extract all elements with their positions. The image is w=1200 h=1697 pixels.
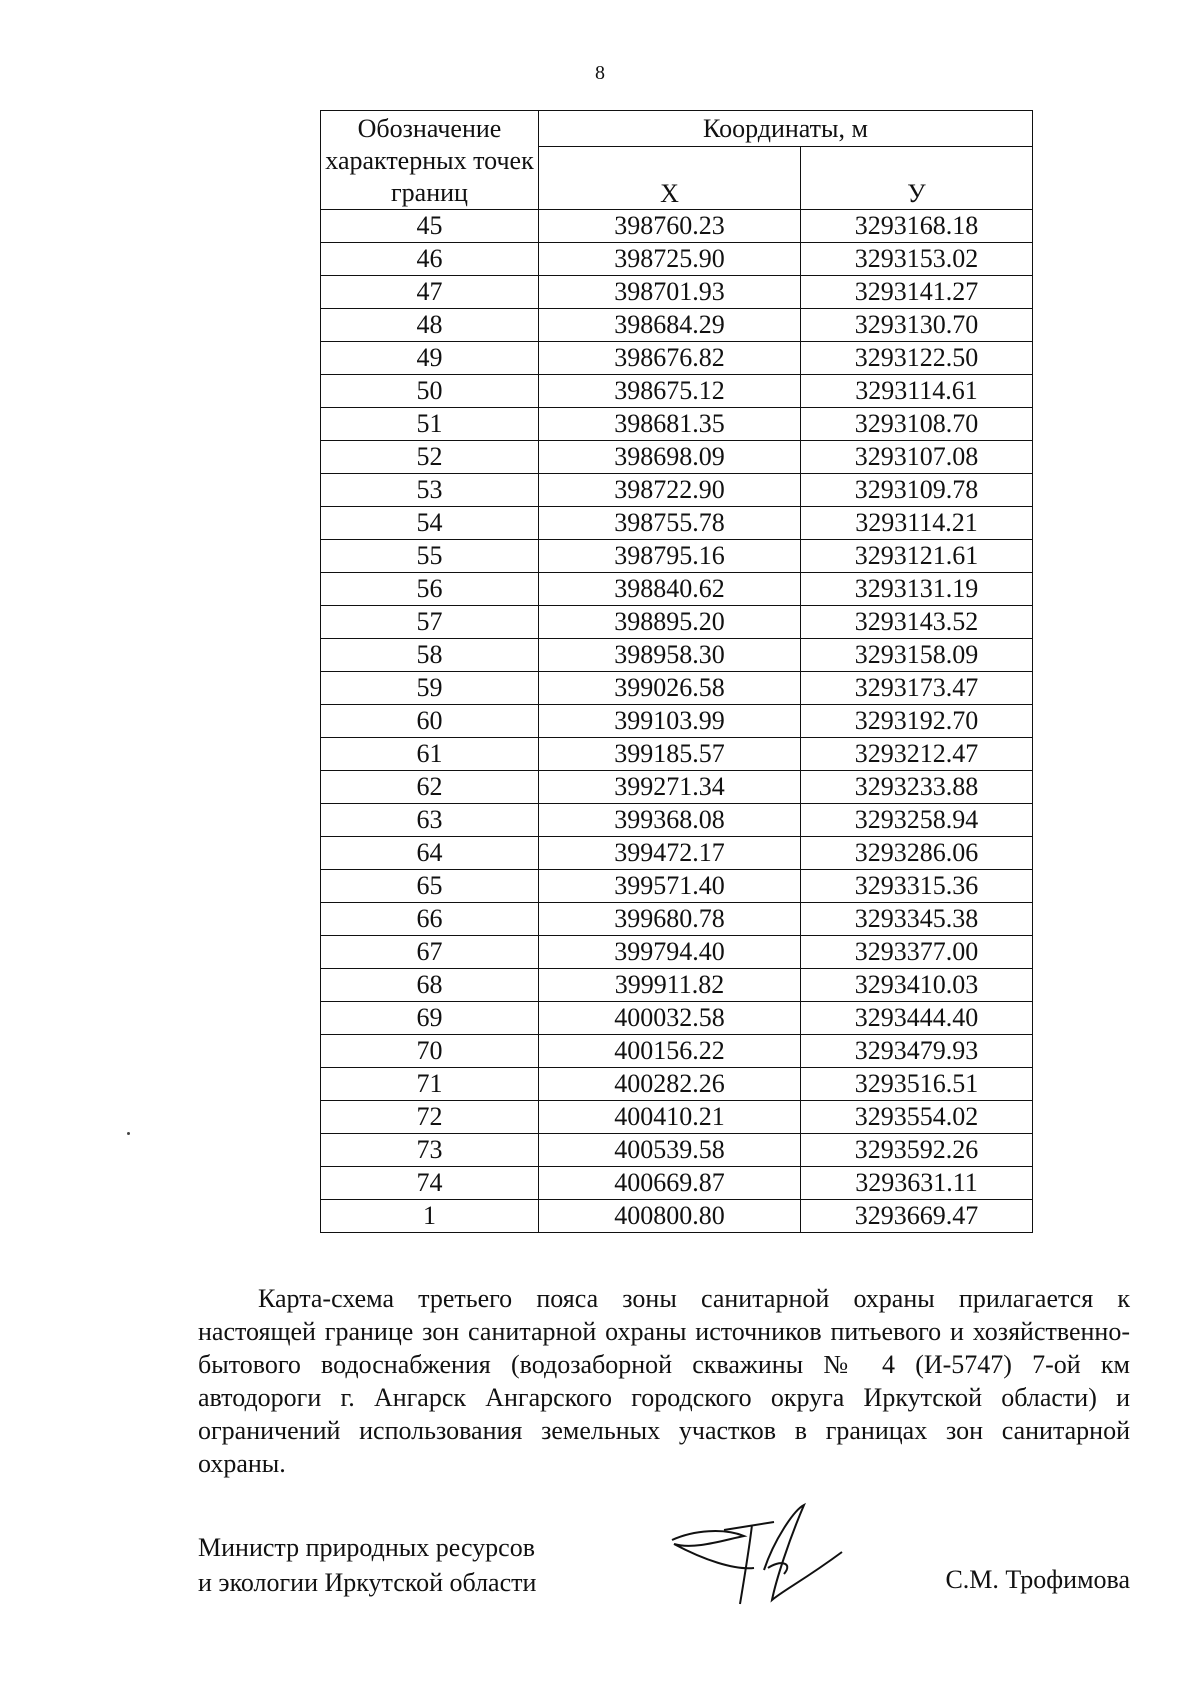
point-number-cell: 48 (321, 309, 539, 342)
y-coordinate-cell: 3293592.26 (801, 1134, 1033, 1167)
table-row (321, 771, 1033, 804)
x-coordinate-cell: 399271.34 (539, 771, 801, 804)
table-row (321, 1200, 1033, 1233)
table-row (321, 804, 1033, 837)
y-coordinate-cell: 3293192.70 (801, 705, 1033, 738)
y-coordinate-cell: 3293377.00 (801, 936, 1033, 969)
x-coordinate-cell: 399472.17 (539, 837, 801, 870)
page-number: 8 (595, 62, 605, 84)
table-row (321, 969, 1033, 1002)
x-coordinate-cell: 398681.35 (539, 408, 801, 441)
table-row (321, 474, 1033, 507)
x-coordinate-cell: 400156.22 (539, 1035, 801, 1068)
table-row (321, 672, 1033, 705)
y-coordinate-cell: 3293122.50 (801, 342, 1033, 375)
handwritten-signature (664, 1500, 854, 1610)
y-coordinate-cell: 3293141.27 (801, 276, 1033, 309)
point-number-cell: 47 (321, 276, 539, 309)
point-number-cell: 60 (321, 705, 539, 738)
point-number-cell: 49 (321, 342, 539, 375)
x-coordinate-cell: 400282.26 (539, 1068, 801, 1101)
y-coordinate-cell: 3293173.47 (801, 672, 1033, 705)
y-coordinate-cell: 3293286.06 (801, 837, 1033, 870)
x-coordinate-cell: 399026.58 (539, 672, 801, 705)
table-row (321, 210, 1033, 243)
point-number-cell: 63 (321, 804, 539, 837)
point-number-cell: 53 (321, 474, 539, 507)
x-coordinate-cell: 398755.78 (539, 507, 801, 540)
x-coordinate-cell: 400669.87 (539, 1167, 801, 1200)
y-coordinate-cell: 3293345.38 (801, 903, 1033, 936)
y-coordinate-cell: 3293554.02 (801, 1101, 1033, 1134)
x-coordinate-cell: 398958.30 (539, 639, 801, 672)
y-coordinate-cell: 3293153.02 (801, 243, 1033, 276)
y-coordinate-cell: 3293233.88 (801, 771, 1033, 804)
table-row (321, 705, 1033, 738)
x-coordinate-cell: 400800.80 (539, 1200, 801, 1233)
y-coordinate-cell: 3293130.70 (801, 309, 1033, 342)
table-row (321, 738, 1033, 771)
table-row (321, 1068, 1033, 1101)
x-coordinate-cell: 398840.62 (539, 573, 801, 606)
point-number-cell: 46 (321, 243, 539, 276)
signer-title-line-2: и экологии Иркутской области (198, 1568, 537, 1597)
x-coordinate-cell: 399103.99 (539, 705, 801, 738)
table-row (321, 1134, 1033, 1167)
point-number-cell: 57 (321, 606, 539, 639)
point-number-cell: 68 (321, 969, 539, 1002)
x-coordinate-cell: 398701.93 (539, 276, 801, 309)
header-x: X (539, 147, 801, 210)
table-row (321, 1002, 1033, 1035)
y-coordinate-cell: 3293631.11 (801, 1167, 1033, 1200)
x-coordinate-cell: 398698.09 (539, 441, 801, 474)
y-coordinate-cell: 3293143.52 (801, 606, 1033, 639)
header-designation: Обозначение характерных точек границ (321, 111, 539, 210)
y-coordinate-cell: 3293479.93 (801, 1035, 1033, 1068)
x-coordinate-cell: 398722.90 (539, 474, 801, 507)
y-coordinate-cell: 3293444.40 (801, 1002, 1033, 1035)
x-coordinate-cell: 399911.82 (539, 969, 801, 1002)
point-number-cell: 58 (321, 639, 539, 672)
y-coordinate-cell: 3293114.21 (801, 507, 1033, 540)
y-coordinate-cell: 3293114.61 (801, 375, 1033, 408)
y-coordinate-cell: 3293212.47 (801, 738, 1033, 771)
point-number-cell: 70 (321, 1035, 539, 1068)
table-row (321, 243, 1033, 276)
y-coordinate-cell: 3293158.09 (801, 639, 1033, 672)
y-coordinate-cell: 3293121.61 (801, 540, 1033, 573)
point-number-cell: 73 (321, 1134, 539, 1167)
table-row (321, 342, 1033, 375)
point-number-cell: 45 (321, 210, 539, 243)
x-coordinate-cell: 399794.40 (539, 936, 801, 969)
x-coordinate-cell: 398760.23 (539, 210, 801, 243)
point-number-cell: 69 (321, 1002, 539, 1035)
header-y: У (801, 147, 1033, 210)
y-coordinate-cell: 3293410.03 (801, 969, 1033, 1002)
x-coordinate-cell: 400032.58 (539, 1002, 801, 1035)
y-coordinate-cell: 3293258.94 (801, 804, 1033, 837)
y-coordinate-cell: 3293516.51 (801, 1068, 1033, 1101)
coordinates-table (320, 110, 1033, 1233)
table-row (321, 1167, 1033, 1200)
y-coordinate-cell: 3293168.18 (801, 210, 1033, 243)
y-coordinate-cell: 3293107.08 (801, 441, 1033, 474)
x-coordinate-cell: 399571.40 (539, 870, 801, 903)
header-coordinates: Координаты, м (539, 111, 1033, 147)
point-number-cell: 50 (321, 375, 539, 408)
table-row (321, 276, 1033, 309)
table-row (321, 408, 1033, 441)
table-row (321, 309, 1033, 342)
point-number-cell: 61 (321, 738, 539, 771)
table-row (321, 441, 1033, 474)
point-number-cell: 1 (321, 1200, 539, 1233)
x-coordinate-cell: 398675.12 (539, 375, 801, 408)
x-coordinate-cell: 398684.29 (539, 309, 801, 342)
table-row (321, 837, 1033, 870)
table-row (321, 936, 1033, 969)
y-coordinate-cell: 3293669.47 (801, 1200, 1033, 1233)
point-number-cell: 62 (321, 771, 539, 804)
x-coordinate-cell: 399680.78 (539, 903, 801, 936)
point-number-cell: 56 (321, 573, 539, 606)
y-coordinate-cell: 3293108.70 (801, 408, 1033, 441)
point-number-cell: 74 (321, 1167, 539, 1200)
signer-title-line-1: Министр природных ресурсов (198, 1533, 535, 1562)
point-number-cell: 64 (321, 837, 539, 870)
point-number-cell: 66 (321, 903, 539, 936)
point-number-cell: 55 (321, 540, 539, 573)
body-paragraph: Карта-схема третьего пояса зоны санитарной охраны прилагается к настоящей границе зон санитарной охраны источников питьевого и хозяйственно-бытового водоснабжения (водозаборной скважины № 4 (И-5747) 7-ой км автодороги г. Ангарск Ангарского городского округа Иркутской области) и ограничений использования земельных участков в границах зон санитарной охраны. (198, 1284, 1130, 1478)
y-coordinate-cell: 3293109.78 (801, 474, 1033, 507)
x-coordinate-cell: 398795.16 (539, 540, 801, 573)
signer-name: С.М. Трофимова (945, 1565, 1130, 1594)
table-row (321, 639, 1033, 672)
y-coordinate-cell: 3293131.19 (801, 573, 1033, 606)
x-coordinate-cell: 399368.08 (539, 804, 801, 837)
point-number-cell: 65 (321, 870, 539, 903)
point-number-cell: 72 (321, 1101, 539, 1134)
x-coordinate-cell: 398725.90 (539, 243, 801, 276)
point-number-cell: 59 (321, 672, 539, 705)
x-coordinate-cell: 399185.57 (539, 738, 801, 771)
x-coordinate-cell: 400410.21 (539, 1101, 801, 1134)
signer-title (198, 1530, 536, 1600)
table-row (321, 540, 1033, 573)
scan-speck (127, 1132, 130, 1135)
table-row (321, 870, 1033, 903)
point-number-cell: 67 (321, 936, 539, 969)
table-row (321, 573, 1033, 606)
x-coordinate-cell: 398895.20 (539, 606, 801, 639)
point-number-cell: 52 (321, 441, 539, 474)
table-row (321, 606, 1033, 639)
point-number-cell: 71 (321, 1068, 539, 1101)
table-row (321, 507, 1033, 540)
point-number-cell: 54 (321, 507, 539, 540)
point-number-cell: 51 (321, 408, 539, 441)
y-coordinate-cell: 3293315.36 (801, 870, 1033, 903)
x-coordinate-cell: 398676.82 (539, 342, 801, 375)
table-row (321, 1035, 1033, 1068)
x-coordinate-cell: 400539.58 (539, 1134, 801, 1167)
table-row (321, 375, 1033, 408)
table-row (321, 1101, 1033, 1134)
table-row (321, 903, 1033, 936)
